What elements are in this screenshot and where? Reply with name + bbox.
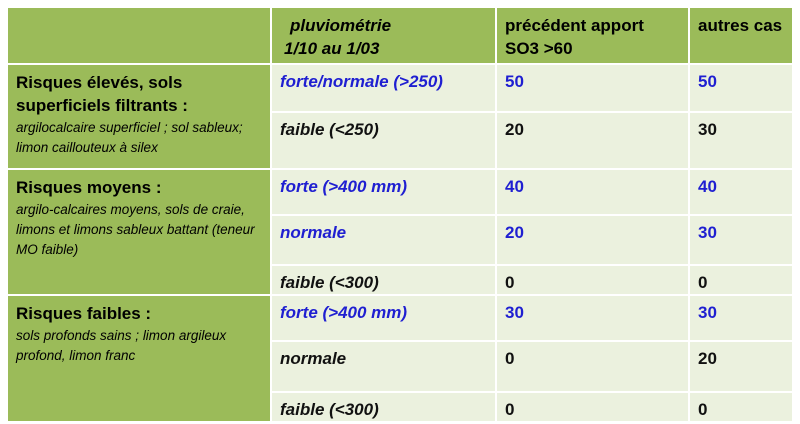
- table-row: [7, 295, 793, 341]
- risk-title: Risques faibles :: [16, 304, 152, 323]
- risk-title: Risques élevés, sols superficiels filtrants :: [16, 73, 188, 115]
- risk-group-low: [7, 295, 271, 422]
- autres-value: 30: [689, 295, 793, 341]
- autres-value: 40: [689, 169, 793, 215]
- risk-description: sols profonds sains ; limon argileux profond, limon franc: [16, 328, 227, 363]
- precedent-value: 0: [496, 341, 689, 392]
- precedent-value: 50: [496, 64, 689, 112]
- condition-cell: normale: [271, 215, 496, 265]
- risk-title: Risques moyens :: [16, 178, 162, 197]
- header-precedent-label: précédent apport: [505, 16, 644, 35]
- autres-value: 30: [689, 112, 793, 169]
- autres-value: 50: [689, 64, 793, 112]
- condition-cell: faible (<300): [271, 392, 496, 422]
- autres-value: 20: [689, 341, 793, 392]
- sulfur-recommendation-table: [6, 6, 794, 423]
- risk-group-medium: [7, 169, 271, 295]
- header-autres-label: autres cas: [698, 16, 783, 35]
- header-autres: [689, 7, 793, 64]
- condition-cell: normale: [271, 341, 496, 392]
- condition-cell: forte (>400 mm): [271, 169, 496, 215]
- precedent-value: 0: [496, 265, 689, 295]
- risk-description: argilo-calcaires moyens, sols de craie, limons et limons sableux battant (teneur MO faible): [16, 202, 255, 257]
- autres-value: 30: [689, 215, 793, 265]
- precedent-value: 0: [496, 392, 689, 422]
- condition-cell: faible (<300): [271, 265, 496, 295]
- precedent-value: 20: [496, 112, 689, 169]
- risk-group-high: [7, 64, 271, 169]
- precedent-value: 20: [496, 215, 689, 265]
- header-pluviometrie: [271, 7, 496, 64]
- table-row: [7, 64, 793, 112]
- header-pluviometrie-label: pluviométrie: [290, 16, 392, 35]
- risk-description: argilocalcaire superficiel ; sol sableux; limon caillouteux à silex: [16, 120, 243, 155]
- table-container: [6, 6, 794, 423]
- header-precedent: [496, 7, 689, 64]
- autres-value: 0: [689, 265, 793, 295]
- condition-cell: faible (<250): [271, 112, 496, 169]
- header-period-label: 1/10 au 1/03: [284, 39, 380, 58]
- table-row: [7, 169, 793, 215]
- autres-value: 0: [689, 392, 793, 422]
- condition-cell: forte (>400 mm): [271, 295, 496, 341]
- header-row: [7, 7, 793, 64]
- condition-cell: forte/normale (>250): [271, 64, 496, 112]
- header-so3-label: SO3 >60: [505, 39, 573, 58]
- precedent-value: 30: [496, 295, 689, 341]
- precedent-value: 40: [496, 169, 689, 215]
- header-corner: [7, 7, 271, 64]
